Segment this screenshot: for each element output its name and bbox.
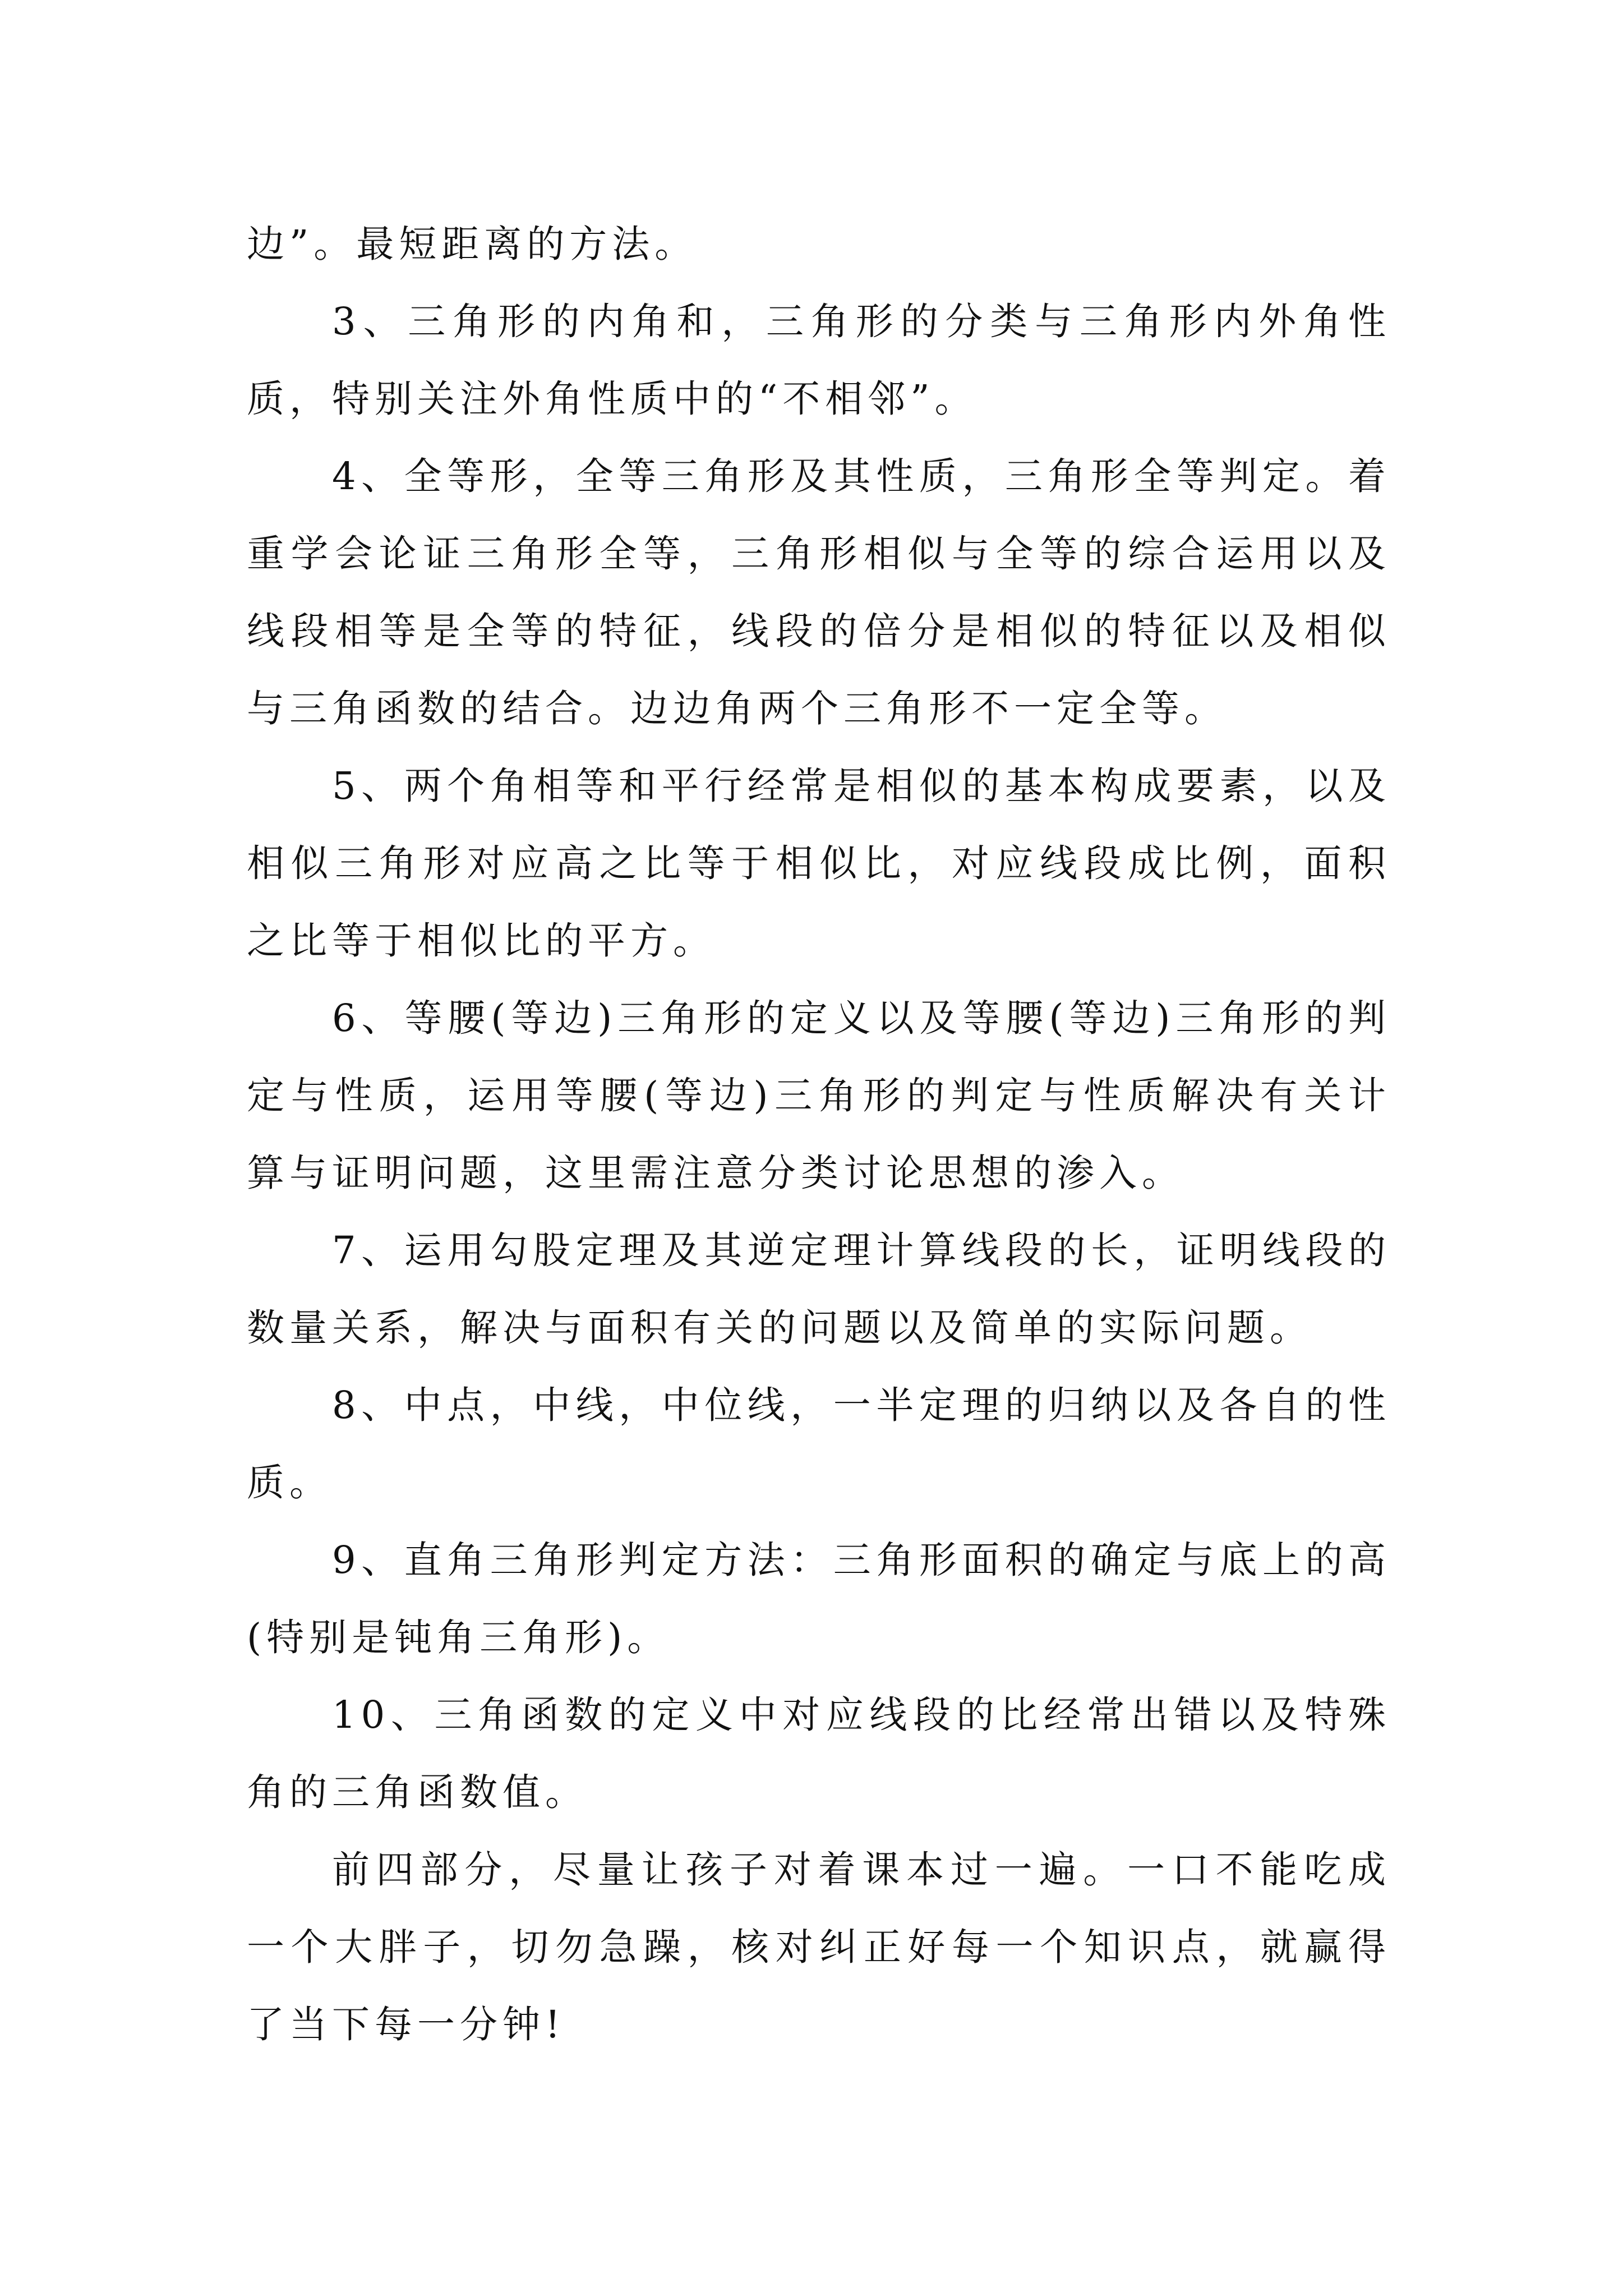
- paragraph-item-5: 5、两个角相等和平行经常是相似的基本构成要素，以及相似三角形对应高之比等于相似比，对应线段成比例，面积之比等于相似比的平方。: [247, 764, 1391, 963]
- paragraph-continuation: 边”。最短距离的方法。: [247, 222, 698, 266]
- paragraph-item-6: 6、等腰(等边)三角形的定义以及等腰(等边)三角形的判定与性质，运用等腰(等边)三角形的判定与性质解决有关计算与证明问题，这里需注意分类讨论思想的渗入。: [247, 996, 1391, 1195]
- document-body: [247, 205, 1391, 2063]
- paragraph-item-9: 9、直角三角形判定方法：三角形面积的确定与底上的高(特别是钝角三角形)。: [247, 1538, 1391, 1659]
- paragraph-item-8: 8、中点，中线，中位线，一半定理的归纳以及各自的性质。: [247, 1383, 1391, 1504]
- paragraph-item-10: 10、三角函数的定义中对应线段的比经常出错以及特殊角的三角函数值。: [247, 1693, 1391, 1814]
- paragraph-closing: 前四部分，尽量让孩子对着课本过一遍。一口不能吃成一个大胖子，切勿急躁，核对纠正好每一个知识点，就赢得了当下每一分钟!: [247, 1848, 1391, 2046]
- paragraph-item-4: 4、全等形，全等三角形及其性质，三角形全等判定。着重学会论证三角形全等，三角形相似与全等的综合运用以及线段相等是全等的特征，线段的倍分是相似的特征以及相似与三角函数的结合。边边角两个三角形不一定全等。: [247, 454, 1391, 730]
- paragraph-item-3: 3、三角形的内角和，三角形的分类与三角形内外角性质，特别关注外角性质中的“不相邻”。: [247, 300, 1391, 421]
- paragraph-item-7: 7、运用勾股定理及其逆定理计算线段的长，证明线段的数量关系，解决与面积有关的问题以及简单的实际问题。: [247, 1228, 1391, 1350]
